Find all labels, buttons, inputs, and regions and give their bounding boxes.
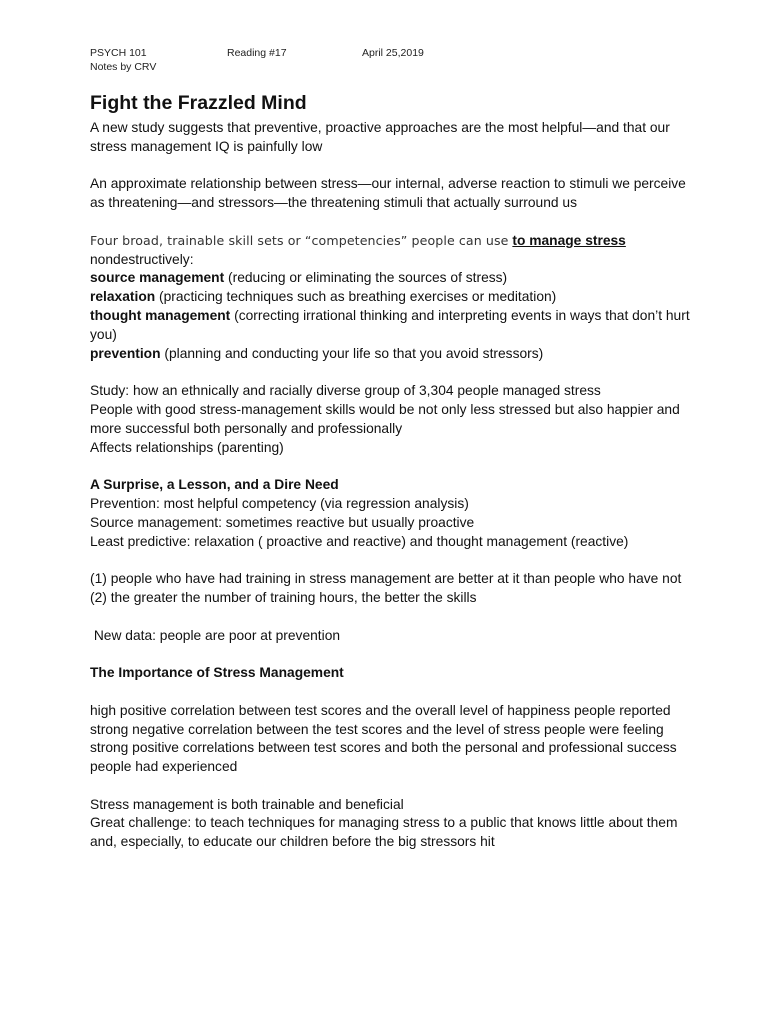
competency-term: source management xyxy=(90,270,225,286)
competency-item xyxy=(90,288,690,307)
importance-line: strong positive correlations between test scores and both the personal and professional success people had experienced xyxy=(90,740,677,775)
competency-term: prevention xyxy=(90,345,161,361)
competency-item xyxy=(90,345,690,364)
competency-term: thought management xyxy=(90,307,231,323)
study-line: People with good stress-management skills would be not only less stressed but also happier and more successful both personally and professionally xyxy=(90,401,680,436)
importance-line: Great challenge: to teach techniques for managing stress to a public that knows little about them and, especially, to educate our children before the big stressors hit xyxy=(90,815,678,850)
competency-term: relaxation xyxy=(90,289,156,305)
importance-line: Stress management is both trainable and beneficial xyxy=(90,796,404,812)
study-line: Study: how an ethnically and racially diverse group of 3,304 people managed stress xyxy=(90,383,601,399)
importance-line: high positive correlation between test scores and the overall level of happiness people reported xyxy=(90,702,671,718)
surprise-line: Least predictive: relaxation ( proactive and reactive) and thought management (reactive) xyxy=(90,533,629,549)
importance-line: strong negative correlation between the test scores and the level of stress people were feeling xyxy=(90,721,664,737)
competency-desc: (planning and conducting your life so that you avoid stressors) xyxy=(160,345,544,361)
competencies-lead-paragraph xyxy=(90,232,690,270)
header-course: PSYCH 101 xyxy=(90,47,147,59)
competency-desc: (correcting irrational thinking and interpreting events in ways that don’t hurt you) xyxy=(90,307,690,342)
header-date: April 25,2019 xyxy=(362,47,424,59)
competencies-lead: Four broad, trainable skill sets or “competencies” people can use xyxy=(90,232,509,248)
surprise-line: Source management: sometimes reactive but usually proactive xyxy=(90,514,475,530)
header-reading: Reading #17 xyxy=(227,47,287,59)
competencies-lead-tail: nondestructively: xyxy=(90,251,194,267)
competency-item xyxy=(90,269,690,288)
competencies-lead-emphasis: to manage stress xyxy=(512,232,626,248)
header-notes-by: Notes by CRV xyxy=(90,61,157,73)
document-body xyxy=(90,119,690,852)
study-line: Affects relationships (parenting) xyxy=(90,439,284,455)
page-title: Fight the Frazzled Mind xyxy=(90,92,307,114)
section-heading-surprise: A Surprise, a Lesson, and a Dire Need xyxy=(90,477,339,493)
competency-desc: (practicing techniques such as breathing exercises or meditation) xyxy=(155,289,557,305)
surprise-point: (1) people who have had training in stress management are better at it than people who have not xyxy=(90,571,682,587)
surprise-line: Prevention: most helpful competency (via regression analysis) xyxy=(90,495,469,511)
surprise-point: (2) the greater the number of training hours, the better the skills xyxy=(90,589,477,605)
competency-desc: (reducing or eliminating the sources of stress) xyxy=(224,270,508,286)
intro-summary: A new study suggests that preventive, proactive approaches are the most helpful—and that our stress management IQ is painfully low xyxy=(90,120,670,154)
intro-relationship: An approximate relationship between stress—our internal, adverse reaction to stimuli we perceive as threatening—and stressors—the threatening stimuli that actually surround us xyxy=(90,176,686,211)
section-heading-importance: The Importance of Stress Management xyxy=(90,665,344,681)
surprise-new-data: New data: people are poor at prevention xyxy=(90,627,341,643)
competency-item xyxy=(90,307,690,345)
